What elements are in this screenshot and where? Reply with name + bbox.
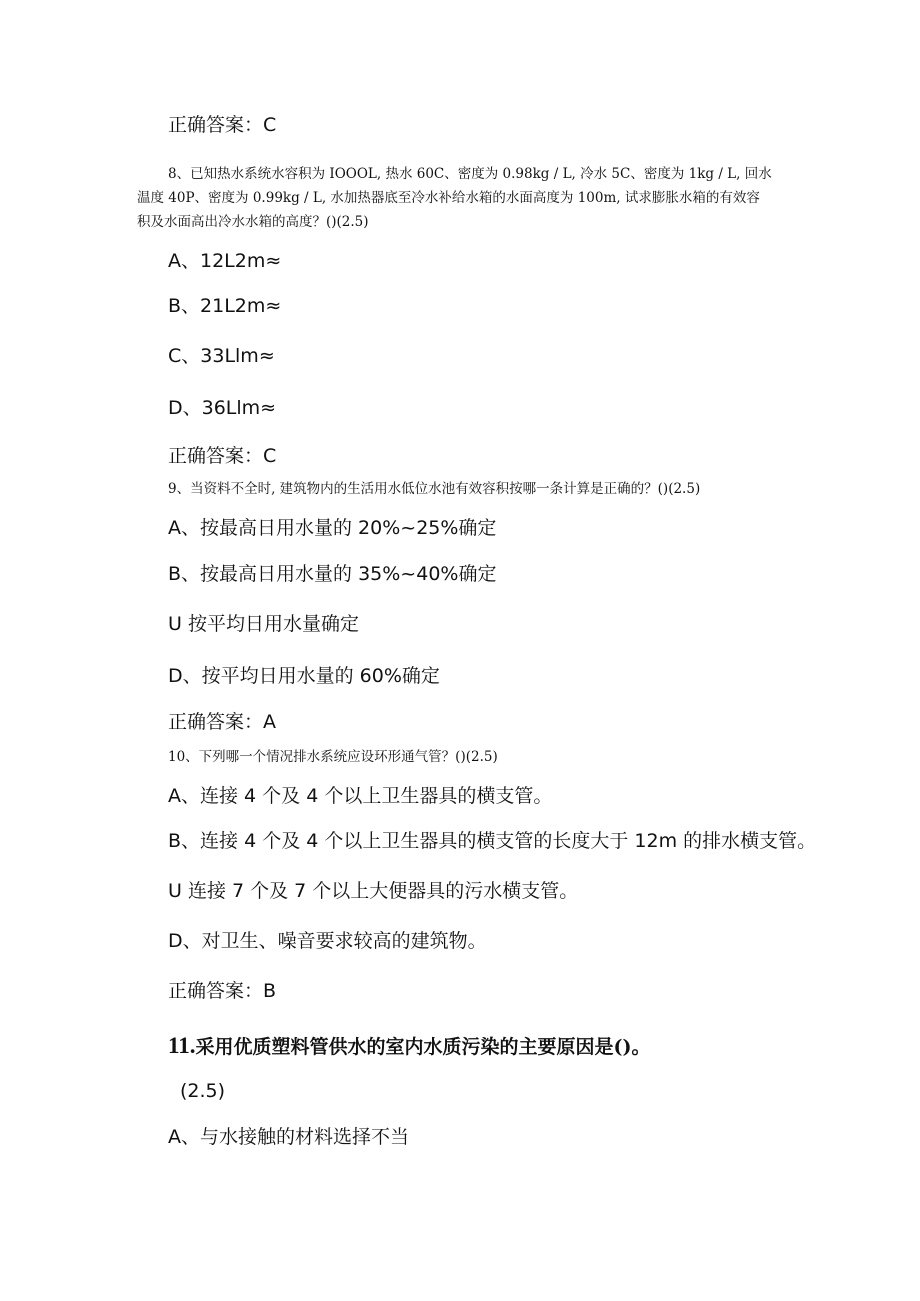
question-11-title (168, 1032, 650, 1060)
question-11-number: 11. (168, 1033, 196, 1058)
option-a: A、连接 4 个及 4 个以上卫生器具的横支管。 (168, 785, 553, 807)
option-c: U 连接 7 个及 7 个以上大便器具的污水横支管。 (168, 880, 579, 902)
option-a: A、按最高日用水量的 20%~25%确定 (168, 517, 497, 539)
option-b: B、按最高日用水量的 35%~40%确定 (168, 563, 497, 585)
question-8-line-2: 温度 40P、密度为 0.99kg / L, 水加热器底至冷水补给水箱的水面高度为 100m, 试求膨胀水箱的有效容 (137, 190, 760, 206)
option-a: A、与水接触的材料选择不当 (168, 1126, 409, 1148)
answer-text: 正确答案：C (168, 445, 277, 467)
answer-text: 正确答案：B (168, 980, 277, 1002)
question-8-line-1: 8、已知热水系统水容积为 IOOOL, 热水 60C、密度为 0.98kg / L, 冷水 5C、密度为 1kg / L, 回水 (168, 166, 772, 182)
answer-text: 正确答案：C (168, 114, 277, 136)
option-d: D、按平均日用水量的 60%确定 (168, 665, 440, 687)
option-d: D、36Llm≈ (168, 397, 277, 419)
question-11-score: (2.5) (180, 1080, 226, 1102)
question-9-line-1: 9、当资料不全时, 建筑物内的生活用水低位水池有效容积按哪一条计算是正确的？()(2.5) (168, 481, 701, 497)
question-11-text: 采用优质塑料管供水的室内水质污染的主要原因是()。 (195, 1036, 651, 1058)
option-c: U 按平均日用水量确定 (168, 613, 359, 635)
question-8-line-3: 积及水面高出冷水水箱的高度？()(2.5) (137, 214, 369, 230)
option-a: A、12L2m≈ (168, 250, 282, 272)
option-b: B、21L2m≈ (168, 295, 282, 317)
answer-text: 正确答案：A (168, 711, 276, 733)
option-d: D、对卫生、噪音要求较高的建筑物。 (168, 930, 487, 952)
option-c: C、33Llm≈ (168, 345, 275, 367)
option-b: B、连接 4 个及 4 个以上卫生器具的横支管的长度大于 12m 的排水横支管。 (168, 830, 817, 852)
question-10-line-1: 10、下列哪一个情况排水系统应设环形通气管？()(2.5) (168, 749, 498, 765)
